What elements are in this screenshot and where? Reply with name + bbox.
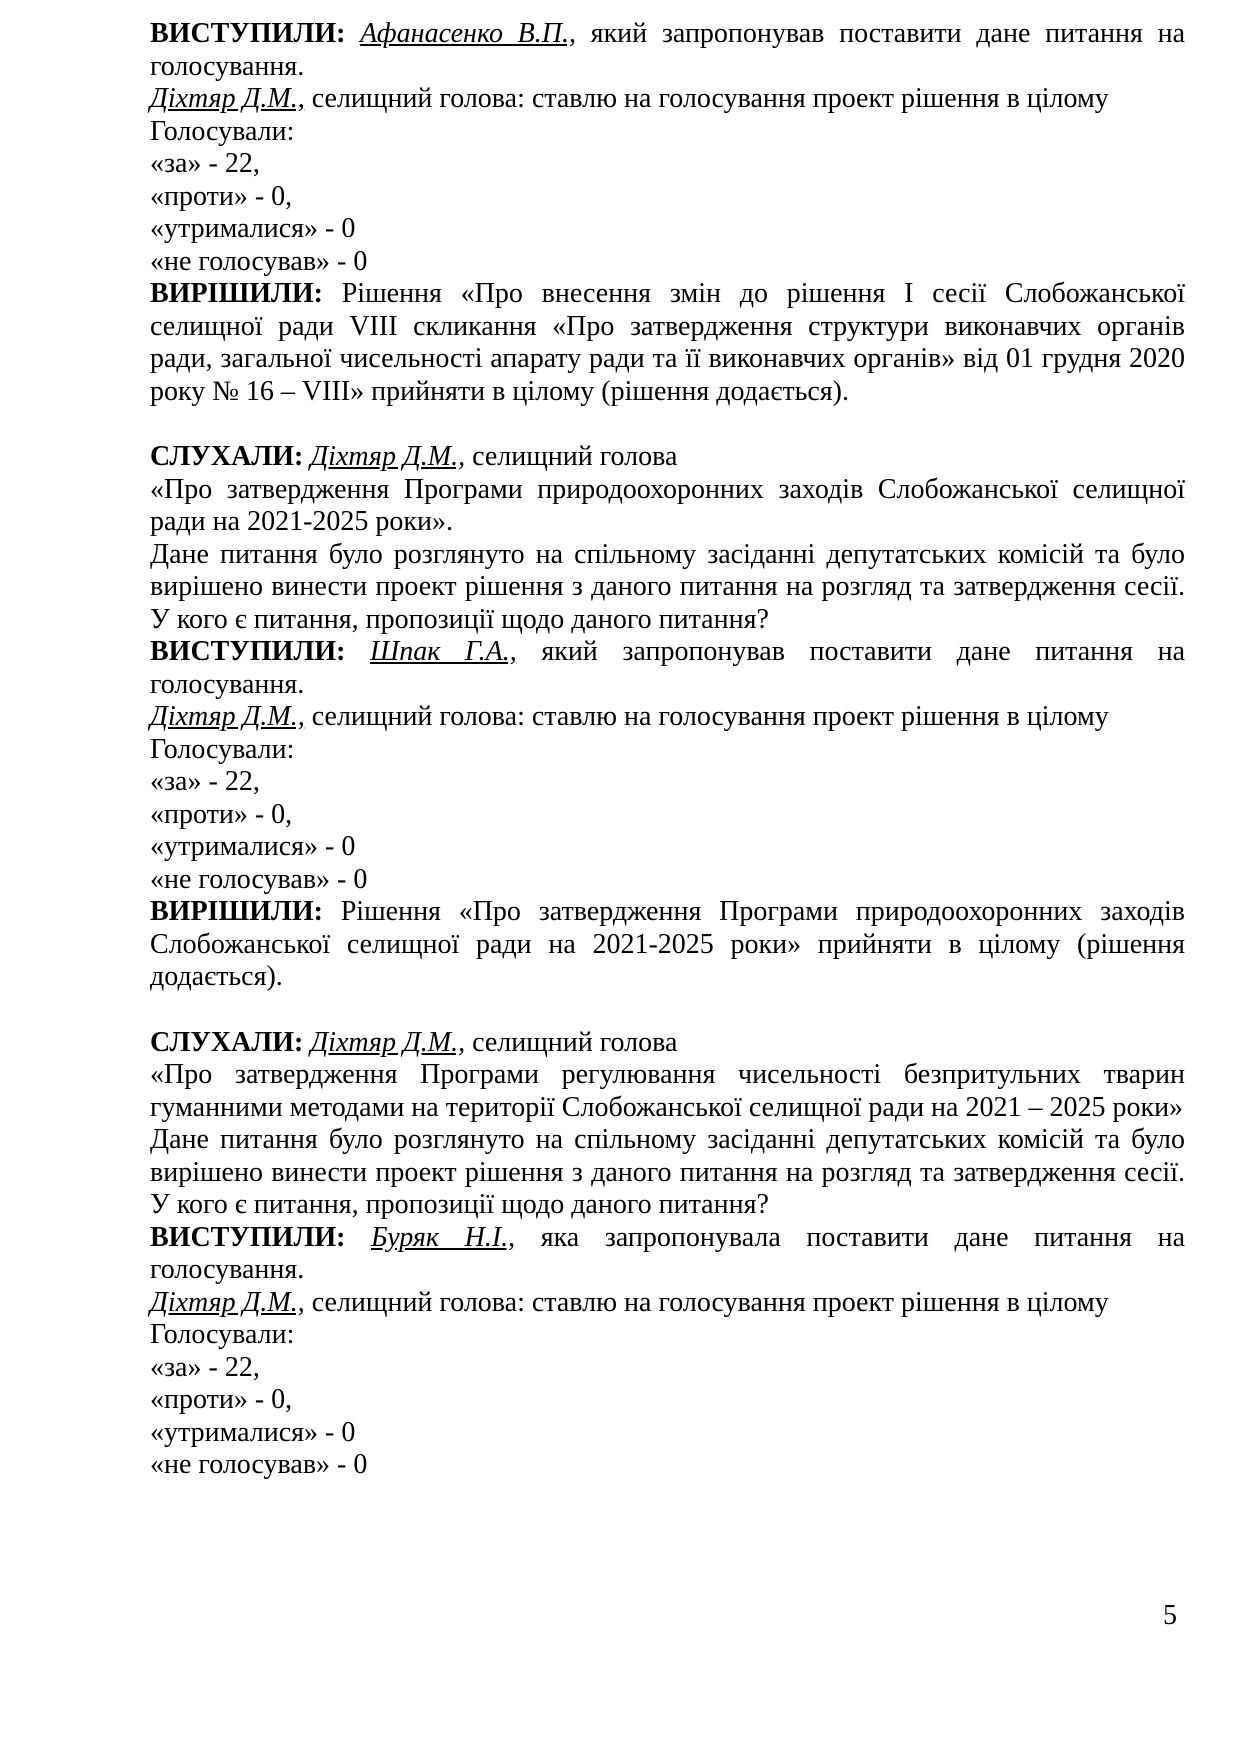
vote-for: «за» - 22,: [150, 766, 260, 797]
speaker-paragraph: [150, 636, 1185, 701]
head-paragraph: [150, 83, 1185, 116]
heard-label: СЛУХАЛИ:: [150, 1026, 304, 1058]
spoke-label: ВИСТУПИЛИ:: [150, 1221, 346, 1253]
speaker-text: який запропонував поставити дане питання на голосування.: [150, 18, 1185, 82]
considered-paragraph: Дане питання було розглянуто на спільному засіданні депутатських комісій та було вирішено винести проект рішення з даного питання на розгляд та затвердження сесії. У кого є питання, пропозиції щодо даного питання?: [150, 1124, 1185, 1220]
vote-abstained: «утрималися» - 0: [150, 831, 356, 862]
section-gap: [150, 408, 1185, 441]
heard-paragraph: [150, 1027, 1185, 1060]
head-paragraph: [150, 701, 1185, 734]
speaker-text: яка запропонувала поставити дане питання на голосування.: [150, 1221, 1185, 1285]
spoke-label: ВИСТУПИЛИ:: [150, 18, 346, 49]
heard-name: Діхтяр Д.М.,: [310, 441, 466, 472]
head-name: Діхтяр Д.М.,: [150, 1286, 305, 1318]
decision-text: Рішення «Про затвердження Програми природоохоронних заходів Слобожанської селищної ради на 2021-2025 роки» прийняти в цілому (рішення додається).: [150, 896, 1185, 992]
speaker-name: Шпак Г.А.,: [370, 636, 517, 667]
vote-not-voted: «не голосував» - 0: [150, 863, 368, 895]
speaker-name: Афанасенко В.П.,: [360, 18, 576, 49]
vote-abstained: «утрималися» - 0: [150, 213, 356, 244]
heard-label: СЛУХАЛИ:: [150, 441, 304, 472]
head-name: Діхтяр Д.М.,: [150, 83, 305, 114]
heard-name: Діхтяр Д.М.,: [310, 1026, 466, 1058]
vote-for: «за» - 22,: [150, 1351, 260, 1383]
decision-paragraph: [150, 896, 1185, 994]
minutes-body: [150, 18, 1185, 1482]
vote-against: «проти» - 0,: [150, 1384, 293, 1415]
section-gap: [150, 994, 1185, 1027]
head-name: Діхтяр Д.М.,: [150, 701, 305, 732]
considered-paragraph: Дане питання було розглянуто на спільному засіданні депутатських комісій та було вирішено винести проект рішення з даного питання на розгляд та затвердження сесії. У кого є питання, пропозиції щодо даного питання?: [150, 538, 1185, 635]
decision-text: Рішення «Про внесення змін до рішення I сесії Слобожанської селищної ради VIII скликання «Про затвердження структури виконавчих органів ради, загальної чисельності апарату ради та її виконавчих органів» від 01 грудня 2020 року № 16 – VIII» прийняти в цілому (рішення додається).: [150, 278, 1185, 407]
votes-header: Голосували:: [150, 1319, 295, 1350]
votes-header: Голосували:: [150, 115, 295, 147]
speaker-paragraph: [150, 1222, 1185, 1287]
speaker-name: Буряк Н.І.,: [371, 1221, 516, 1253]
head-text: селищний голова: ставлю на голосування проект рішення в цілому: [304, 83, 1109, 114]
heard-role: селищний голова: [465, 1026, 678, 1058]
vote-not-voted: «не голосував» - 0: [150, 245, 368, 277]
vote-abstained: «утрималися» - 0: [150, 1416, 356, 1448]
agenda-title: «Про затвердження Програми регулювання чисельності безпритульних тварин гуманними методами на території Слобожанської селищної ради на 2021 – 2025 роки»: [150, 1059, 1185, 1123]
spoke-label: ВИСТУПИЛИ:: [150, 636, 346, 667]
page-number: 5: [1163, 1600, 1177, 1631]
head-text: селищний голова: ставлю на голосування проект рішення в цілому: [304, 1286, 1109, 1318]
heard-paragraph: [150, 441, 1185, 474]
votes-header: Голосували:: [150, 733, 295, 765]
vote-not-voted: «не голосував» - 0: [150, 1449, 368, 1480]
speaker-text: який запропонував поставити дане питання на голосування.: [150, 636, 1185, 700]
heard-role: селищний голова: [465, 441, 678, 472]
head-paragraph: [150, 1287, 1185, 1320]
decided-label: ВИРІШИЛИ:: [150, 896, 323, 927]
vote-against: «проти» - 0,: [150, 798, 293, 830]
speaker-paragraph: [150, 18, 1185, 83]
vote-against: «проти» - 0,: [150, 180, 293, 212]
decided-label: ВИРІШИЛИ:: [150, 278, 323, 309]
decision-paragraph: [150, 278, 1185, 408]
vote-for: «за» - 22,: [150, 148, 260, 179]
head-text: селищний голова: ставлю на голосування проект рішення в цілому: [304, 701, 1109, 732]
agenda-title: «Про затвердження Програми природоохоронних заходів Слобожанської селищної ради на 2021-2025 роки».: [150, 473, 1185, 537]
